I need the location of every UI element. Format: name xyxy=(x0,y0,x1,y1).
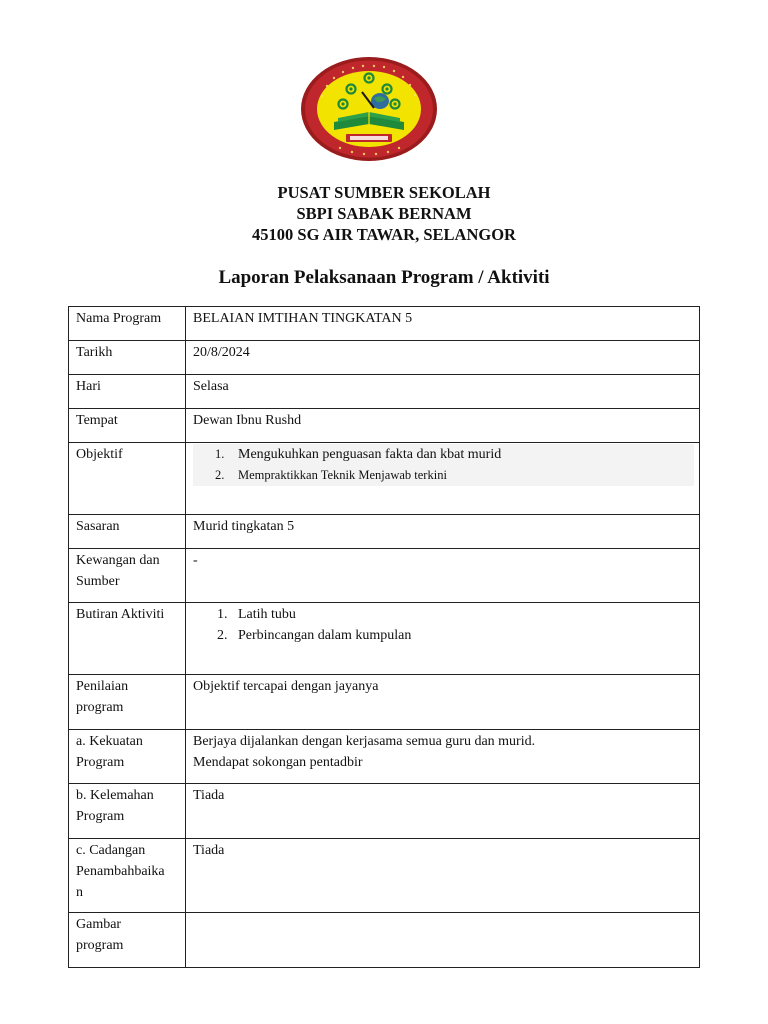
list-text: Latih tubu xyxy=(238,607,296,622)
activity-list xyxy=(193,604,693,646)
row-value xyxy=(186,443,700,515)
list-number: 1. xyxy=(215,447,225,461)
row-value: Tiada xyxy=(186,784,700,839)
list-text: Perbincangan dalam kumpulan xyxy=(238,628,412,643)
row-value: Objektif tercapai dengan jayanya xyxy=(186,675,700,730)
row-label-line: program xyxy=(76,938,124,953)
row-label: Tarikh xyxy=(69,341,186,375)
row-value: - xyxy=(186,549,700,603)
row-label xyxy=(69,784,186,839)
row-label-line: b. Kelemahan xyxy=(76,788,154,803)
table-row xyxy=(69,913,700,968)
row-label xyxy=(69,913,186,968)
table-row xyxy=(69,603,700,675)
objective-list xyxy=(193,444,694,486)
row-label-line: Sumber xyxy=(76,574,120,589)
table-row xyxy=(69,515,700,549)
report-title: Laporan Pelaksanaan Program / Aktiviti xyxy=(218,267,550,288)
row-label xyxy=(69,549,186,603)
row-label xyxy=(69,839,186,913)
row-label-line: Kewangan dan xyxy=(76,553,160,568)
row-value xyxy=(186,603,700,675)
school-header xyxy=(0,182,768,245)
school-emblem-icon xyxy=(300,56,438,162)
row-label: Hari xyxy=(69,375,186,409)
row-label-line: a. Kekuatan xyxy=(76,734,143,749)
row-value xyxy=(186,730,700,784)
table-row xyxy=(69,443,700,515)
list-item xyxy=(193,465,694,486)
row-label-line: Penambahbaika xyxy=(76,864,165,879)
list-number: 2. xyxy=(217,628,228,643)
row-value: Murid tingkatan 5 xyxy=(186,515,700,549)
header-line-3: 45100 SG AIR TAWAR, SELANGOR xyxy=(252,225,516,244)
row-value-line: Mendapat sokongan pentadbir xyxy=(193,755,363,770)
row-value-line: Berjaya dijalankan dengan kerjasama semua guru dan murid. xyxy=(193,734,536,749)
report-table xyxy=(68,306,700,968)
row-label xyxy=(69,675,186,730)
list-number: 2. xyxy=(215,468,225,482)
row-label: Sasaran xyxy=(69,515,186,549)
table-row xyxy=(69,549,700,603)
row-value: Dewan Ibnu Rushd xyxy=(186,409,700,443)
header-line-2: SBPI SABAK BERNAM xyxy=(296,204,472,223)
table-row xyxy=(69,375,700,409)
row-label: Tempat xyxy=(69,409,186,443)
row-label-line: program xyxy=(76,700,124,715)
row-label: Butiran Aktiviti xyxy=(69,603,186,675)
list-item xyxy=(193,604,693,625)
row-label-line: Gambar xyxy=(76,917,122,932)
row-label-line: Program xyxy=(76,809,125,824)
row-label-line: Penilaian xyxy=(76,679,129,694)
table-row xyxy=(69,341,700,375)
row-label-line: Program xyxy=(76,755,125,770)
row-value xyxy=(186,913,700,968)
row-value: BELAIAN IMTIHAN TINGKATAN 5 xyxy=(186,307,700,341)
list-text: Mengukuhkan penguasan fakta dan kbat murid xyxy=(238,447,502,462)
list-text: Mempraktikkan Teknik Menjawab terkini xyxy=(238,468,447,482)
row-label-line: n xyxy=(76,885,83,900)
table-row xyxy=(69,307,700,341)
row-value: 20/8/2024 xyxy=(186,341,700,375)
list-number: 1. xyxy=(217,607,228,622)
row-label: Objektif xyxy=(69,443,186,515)
header-line-1: PUSAT SUMBER SEKOLAH xyxy=(277,183,491,202)
table-row xyxy=(69,839,700,913)
table-row xyxy=(69,409,700,443)
table-row xyxy=(69,730,700,784)
school-logo xyxy=(300,56,438,162)
row-label-line: c. Cadangan xyxy=(76,843,146,858)
list-item xyxy=(193,444,694,465)
row-value: Selasa xyxy=(186,375,700,409)
row-value: Tiada xyxy=(186,839,700,913)
row-label xyxy=(69,730,186,784)
table-row xyxy=(69,675,700,730)
list-item xyxy=(193,625,693,646)
table-row xyxy=(69,784,700,839)
row-label: Nama Program xyxy=(69,307,186,341)
